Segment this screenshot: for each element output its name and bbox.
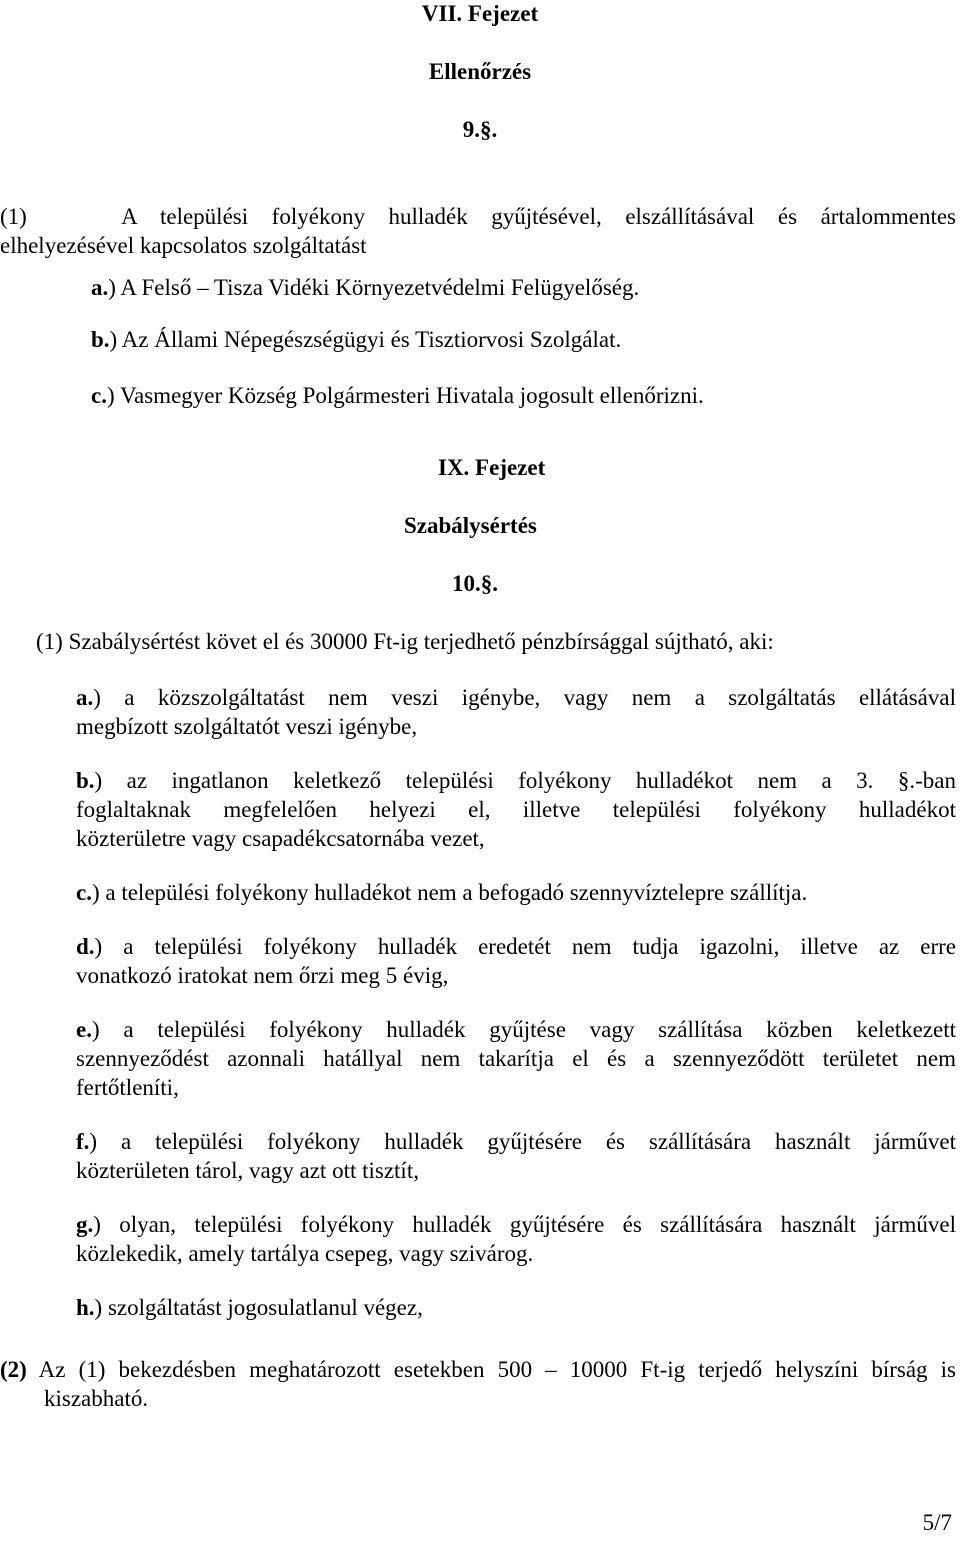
list-marker: a. <box>76 685 94 710</box>
list-item-b <box>76 767 956 795</box>
list-text: ) a települési folyékony hulladék gyűjtése vagy szállítása közben keletkezett <box>91 1017 956 1042</box>
list-text: ) az ingatlanon keletkező települési folyékony hulladékot nem a 3. §.-ban <box>94 768 956 793</box>
list-marker: h. <box>76 1295 95 1320</box>
chapter-title: Szabálysértés <box>404 513 537 538</box>
paragraph-number: (2) <box>0 1357 27 1382</box>
list-text-cont: foglaltaknak megfelelően helyezi el, illetve települési folyékony hulladékot <box>76 797 956 822</box>
chapter-heading: IX. Fejezet <box>438 455 546 480</box>
list-item-f <box>76 1128 956 1156</box>
list-text-cont: közterületen tárol, vagy azt ott tisztít, <box>76 1158 419 1183</box>
list-text: ) Vasmegyer Község Polgármesteri Hivatala jogosult ellenőrizni. <box>106 383 704 408</box>
paragraph-line: kiszabható. <box>44 1386 149 1411</box>
list-text-cont: megbízott szolgáltatót veszi igénybe, <box>76 714 418 739</box>
list-item-a <box>76 684 956 712</box>
list-marker: a. <box>91 275 109 300</box>
paragraph-line: elhelyezésével kapcsolatos szolgáltatást <box>0 233 367 258</box>
list-marker: c. <box>91 383 107 408</box>
list-text: ) a települési folyékony hulladék eredetét nem tudja igazolni, illetve az erre <box>94 934 956 959</box>
list-item-c <box>91 382 704 410</box>
chapter-heading: VII. Fejezet <box>421 1 539 26</box>
list-text: ) a közszolgáltatást nem veszi igénybe, vagy nem a szolgáltatás ellátásával <box>93 685 956 710</box>
section-number: 10.§. <box>452 571 498 596</box>
list-item-e <box>76 1016 956 1044</box>
chapter-title: Ellenőrzés <box>428 59 532 84</box>
paragraph-text: A települési folyékony hulladék gyűjtésével, elszállításával és ártalommentes <box>121 204 956 229</box>
list-marker: e. <box>76 1017 92 1042</box>
list-item-d <box>76 933 956 961</box>
list-text: ) a települési folyékony hulladékot nem a befogadó szennyvíztelepre szállítja. <box>91 880 808 905</box>
list-item-a <box>91 274 639 302</box>
list-text-cont: vonatkozó iratokat nem őrzi meg 5 évig, <box>76 963 449 988</box>
page-number: 5/7 <box>922 1510 952 1535</box>
list-marker: f. <box>76 1129 90 1154</box>
list-text: ) szolgáltatást jogosulatlanul végez, <box>94 1295 423 1320</box>
list-item-b <box>91 326 621 354</box>
paragraph-line <box>0 203 956 231</box>
list-marker: g. <box>76 1212 94 1237</box>
paragraph-intro: (1) Szabálysértést követ el és 30000 Ft-ig terjedhető pénzbírsággal sújtható, aki: <box>36 629 774 654</box>
list-text-cont: közlekedik, amely tartálya csepeg, vagy szivárog. <box>76 1241 534 1266</box>
list-marker: b. <box>76 768 95 793</box>
list-item-c <box>76 879 807 907</box>
paragraph-number: (1) <box>0 204 27 229</box>
list-text: ) A Felső – Tisza Vidéki Környezetvédelmi Felügyelőség. <box>108 275 640 300</box>
list-marker: b. <box>91 327 110 352</box>
list-text: ) a települési folyékony hulladék gyűjtésére és szállítására használt járművet <box>89 1129 956 1154</box>
paragraph-text: Az (1) bekezdésben meghatározott esetekben 500 – 10000 Ft-ig terjedő helyszíni bírság is <box>26 1357 956 1382</box>
list-item-g <box>76 1211 956 1239</box>
list-item-h <box>76 1294 423 1322</box>
list-text: ) Az Állami Népegészségügyi és Tisztiorvosi Szolgálat. <box>109 327 622 352</box>
list-text-cont: fertőtleníti, <box>76 1075 179 1100</box>
paragraph-line <box>0 1356 956 1384</box>
list-text-cont: közterületre vagy csapadékcsatornába vezet, <box>76 826 485 851</box>
section-number: 9.§. <box>462 117 498 142</box>
list-text: ) olyan, települési folyékony hulladék gyűjtésére és szállítására használt járművel <box>93 1212 956 1237</box>
list-marker: c. <box>76 880 92 905</box>
list-text-cont: szennyeződést azonnali hatállyal nem takarítja el és a szennyeződött területet nem <box>76 1046 956 1071</box>
list-marker: d. <box>76 934 95 959</box>
